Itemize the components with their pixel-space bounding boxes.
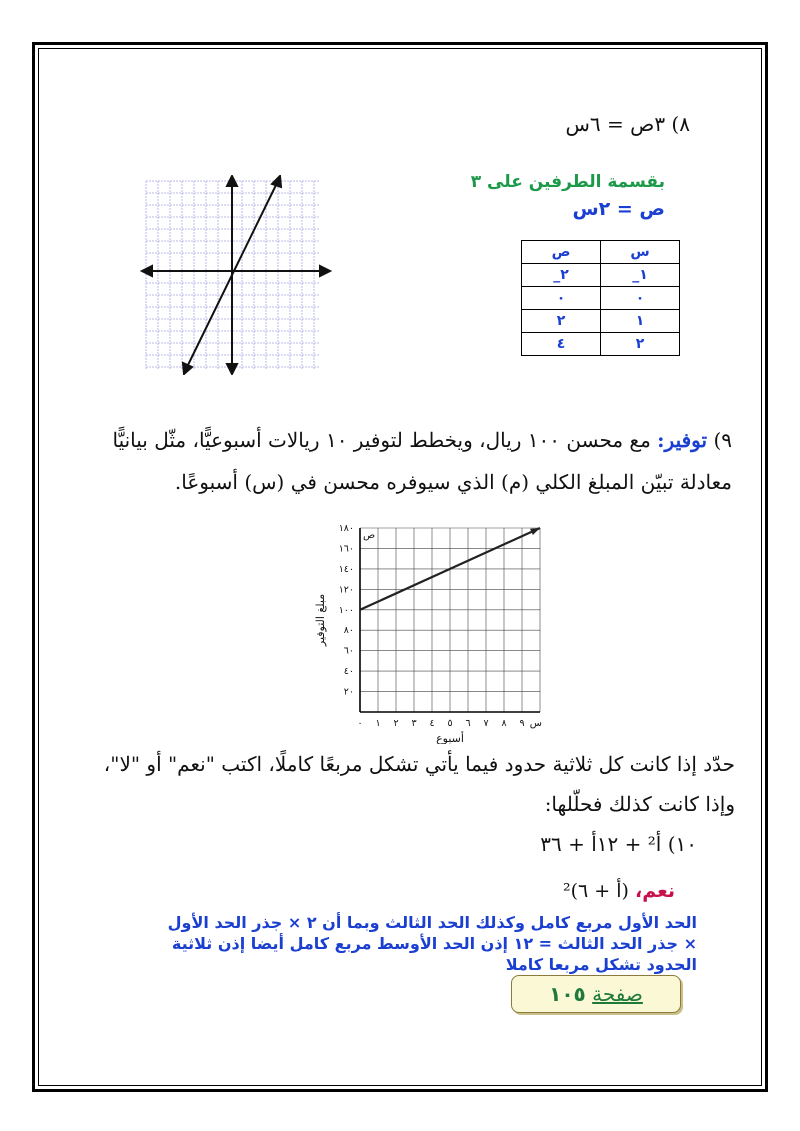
question-9-line-1 xyxy=(112,428,732,452)
y-tick-label: ١٦٠ xyxy=(338,543,354,555)
y-tick-label: ٨٠ xyxy=(343,625,354,637)
y-tick-label: ٦٠ xyxy=(343,645,354,657)
x-tick-label: ٨ xyxy=(501,718,507,729)
q8-graph xyxy=(140,175,332,375)
x-tick-label: ٤ xyxy=(429,718,435,729)
page-number: ١٠٥ xyxy=(549,982,586,1006)
savings-chart xyxy=(290,522,550,744)
instructions-line-1: حدّد إذا كانت كل ثلاثية حدود فيما يأتي تشكل مربعًا كاملًا، اكتب "نعم" أو "لا"، xyxy=(103,752,735,776)
cell-x: ١ xyxy=(601,310,680,333)
y-tick-label: ١٤٠ xyxy=(338,563,354,575)
cell-y: ٢_ xyxy=(522,264,601,287)
answer-explanation: الحد الأول مربع كامل وكذلك الحد الثالث وبما أن ٢ × جذر الحد الأول × جذر الحد الثالث = ١٢ إذن الحد الأوسط مربع كامل أيضا إذن ثلاثية الحدود تشكل مربعا كاملا xyxy=(167,913,697,974)
table-header-row xyxy=(522,241,680,264)
x-tick-label: ٥ xyxy=(447,718,453,729)
chart-x-label: أسبوع xyxy=(436,732,464,744)
cell-x: ١_ xyxy=(601,264,680,287)
x-tick-label: ٠ xyxy=(357,718,363,729)
answer-yes: نعم، xyxy=(635,880,675,902)
question-9-line-2: معادلة تبيّن المبلغ الكلي (م) الذي سيوفره محسن في (س) أسبوعًا. xyxy=(174,470,732,494)
table-row xyxy=(522,310,680,333)
header-x: س xyxy=(601,241,680,264)
x-tick-label: ١ xyxy=(375,718,381,729)
table-row xyxy=(522,264,680,287)
table-row xyxy=(522,287,680,310)
x-axis-letter: س xyxy=(529,718,542,729)
series-arrowhead xyxy=(530,528,540,535)
table-row xyxy=(522,333,680,356)
y-tick-label: ٢٠ xyxy=(343,686,354,698)
y-tick-label: ١٠٠ xyxy=(338,604,354,616)
question-9-label: توفير: xyxy=(657,428,708,452)
cell-y: ٤ xyxy=(522,333,601,356)
y-tick-label: ١٢٠ xyxy=(338,584,354,596)
page-reference xyxy=(511,975,681,1013)
question-8: ٨) ٣ص = ٦س xyxy=(565,112,690,136)
y-tick-label: ١٨٠ xyxy=(338,523,354,534)
xy-table xyxy=(521,240,680,356)
cell-x: ٠ xyxy=(601,287,680,310)
step-divide-both-sides: بقسمة الطرفين على ٣ xyxy=(470,172,665,192)
header-y: ص xyxy=(522,241,601,264)
answer-line xyxy=(563,880,675,902)
page-label: صفحة xyxy=(592,982,643,1006)
simplified-equation: ص = ٢س xyxy=(572,198,665,220)
y-tick-label: ٤٠ xyxy=(343,666,354,678)
cell-y: ٢ xyxy=(522,310,601,333)
instructions-line-2: وإذا كانت كذلك فحلّلها: xyxy=(544,792,735,816)
x-tick-label: ٩ xyxy=(519,718,525,729)
chart-y-label: مبلغ التوفير xyxy=(314,593,327,647)
cell-y: ٠ xyxy=(522,287,601,310)
x-tick-label: ٧ xyxy=(483,718,489,729)
question-10: ١٠) أ² + ١٢أ + ٣٦ xyxy=(540,832,697,856)
x-tick-label: ٦ xyxy=(465,718,471,729)
cell-x: ٢ xyxy=(601,333,680,356)
x-tick-label: ٣ xyxy=(411,718,417,729)
question-9-text: مع محسن ١٠٠ ريال، ويخطط لتوفير ١٠ ريالات أسبوعيًّا، مثّل بيانيًّا xyxy=(112,428,651,452)
question-9-number: ٩) xyxy=(713,428,732,452)
y-axis-letter: ص xyxy=(363,530,376,541)
answer-factored: (أ + ٦)² xyxy=(563,880,629,902)
x-tick-label: ٢ xyxy=(393,718,399,729)
